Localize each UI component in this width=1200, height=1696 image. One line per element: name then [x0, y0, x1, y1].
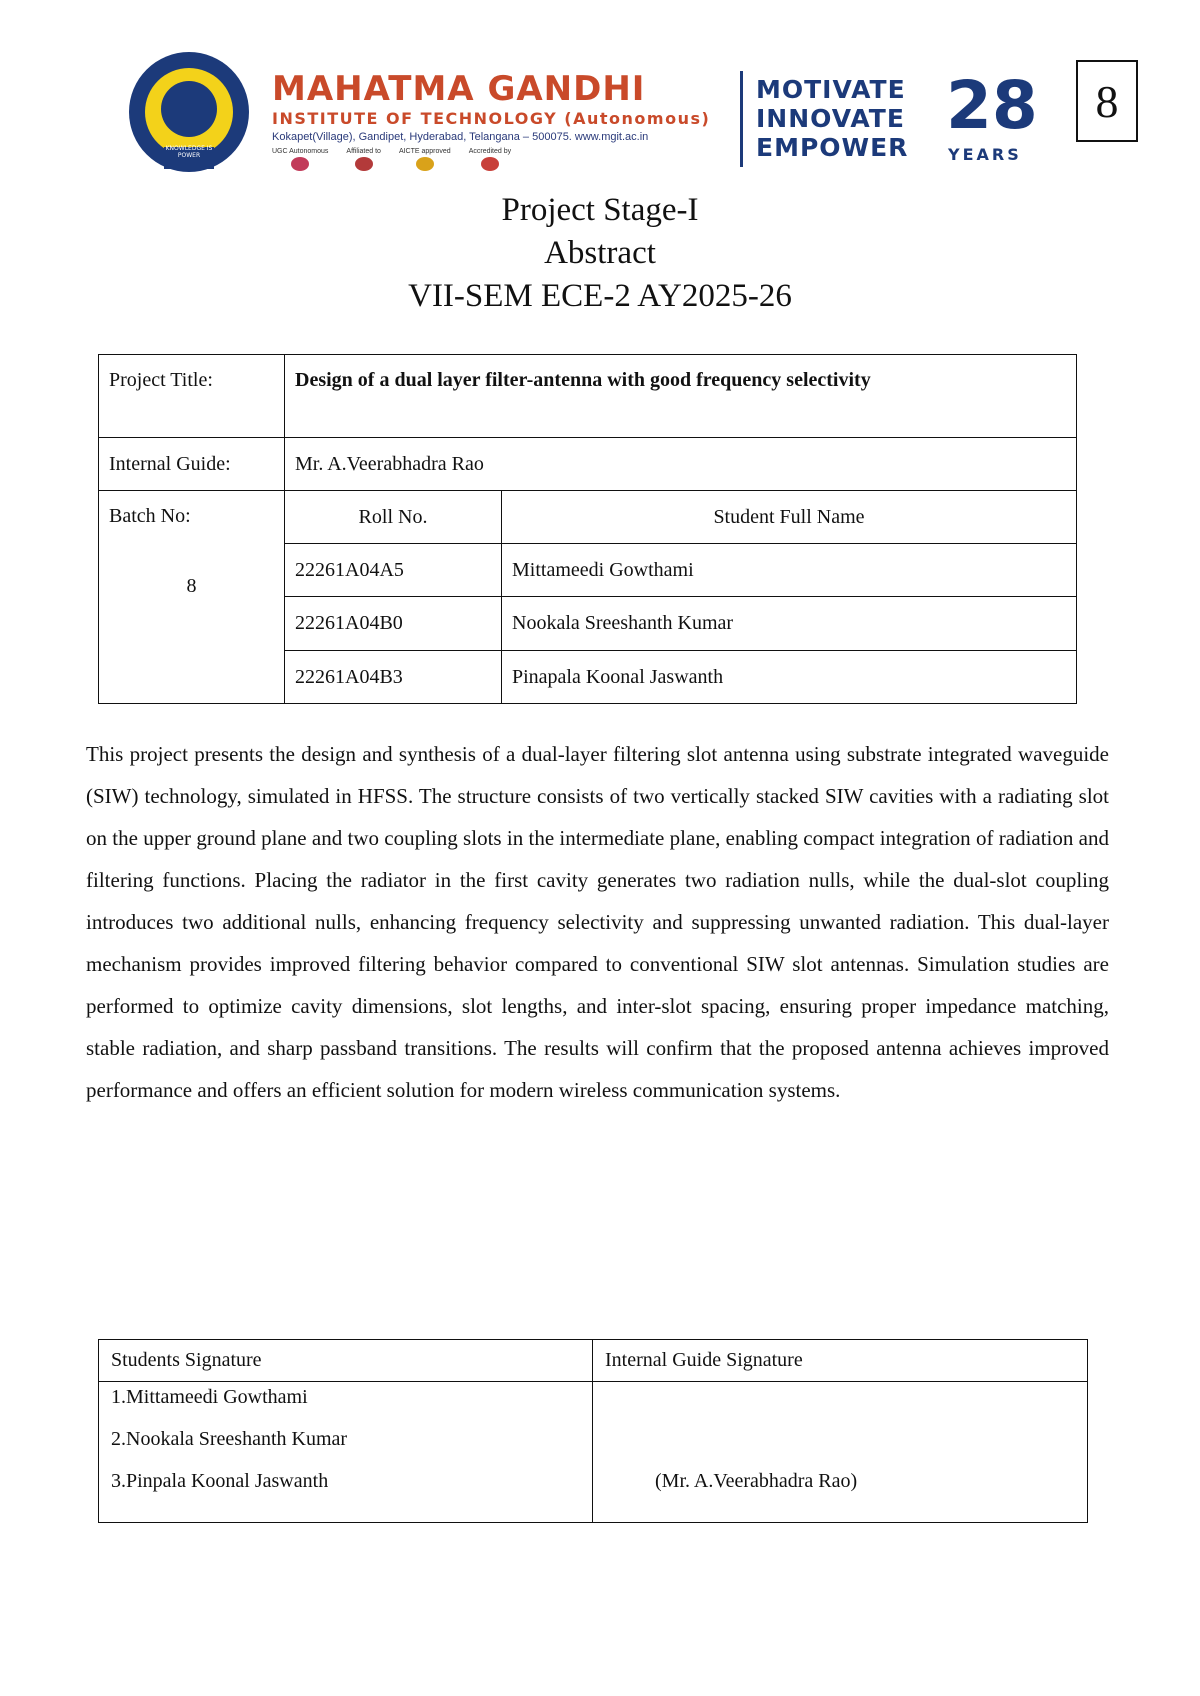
student-name: Mittameedi Gowthami [502, 544, 1077, 597]
motto [756, 75, 908, 162]
table-row [99, 491, 1077, 544]
student-name: Pinapala Koonal Jaswanth [502, 651, 1077, 704]
table-row [99, 1340, 1088, 1382]
batch-cell [99, 491, 285, 704]
student-signature-list [99, 1382, 593, 1523]
name-header: Student Full Name [502, 491, 1077, 544]
guide-signature-name: (Mr. A.Veerabhadra Rao) [655, 1470, 858, 1492]
document-titles [0, 189, 1200, 318]
guide-signature-header: Internal Guide Signature [593, 1340, 1088, 1382]
batch-number: 8 [186, 575, 197, 597]
students-signature-header: Students Signature [99, 1340, 593, 1382]
student-signature-line: 3.Pinpala Koonal Jaswanth [111, 1470, 329, 1492]
table-row [99, 1382, 1088, 1523]
institute-address: Kokapet(Village), Gandipet, Hyderabad, Telangana – 500075. www.mgit.ac.in [272, 131, 649, 143]
student-roll: 22261A04B0 [285, 597, 502, 651]
table-row [99, 438, 1077, 491]
header-divider [740, 71, 743, 167]
accreditation-row [272, 148, 710, 171]
institute-name: MAHATMA GANDHI [272, 69, 646, 109]
abstract-title: Abstract [544, 235, 656, 271]
logo-motto: KNOWLEDGE IS POWER [165, 145, 213, 159]
accreditation-badge: UGC Autonomous [272, 148, 328, 171]
accreditation-badge: Affiliated to [346, 148, 381, 171]
project-title-label: Project Title: [99, 355, 285, 438]
project-title: Design of a dual layer filter-antenna with good frequency selectivity [285, 355, 1077, 438]
roll-header: Roll No. [285, 491, 502, 544]
table-row [99, 355, 1077, 438]
years-number: 28 [946, 67, 1038, 144]
student-roll: 22261A04A5 [285, 544, 502, 597]
batch-number-box: 8 [1076, 60, 1138, 142]
student-roll: 22261A04B3 [285, 651, 502, 704]
semester-title: VII-SEM ECE-2 AY2025-26 [408, 278, 792, 314]
student-signature-line: 2.Nookala Sreeshanth Kumar [111, 1428, 348, 1450]
student-signature-line: 1.Mittameedi Gowthami [111, 1386, 308, 1408]
years-label: YEARS [948, 145, 1022, 164]
accreditation-badge: Accredited by [469, 148, 511, 171]
stage-title: Project Stage-I [501, 192, 699, 228]
project-info-table [98, 354, 1077, 704]
motto-line: INNOVATE [756, 104, 905, 133]
letterhead [120, 45, 1120, 180]
guide-signature-cell [593, 1382, 1088, 1523]
institute-block [272, 71, 710, 171]
guide-name: Mr. A.Veerabhadra Rao [285, 438, 1077, 491]
accreditation-badge: AICTE approved [399, 148, 451, 171]
abstract-text: This project presents the design and synthesis of a dual-layer filtering slot antenna using substrate integrated waveguide (SIW) technology, simulated in HFSS. The structure consists of two vertically stacked SIW cavities with a radiating slot on the upper ground plane and two coupling slots in the intermediate plane, enabling compact integration of radiation and filtering functions. Placing the radiator in the first cavity generates two radiation nulls, while the dual-slot coupling introduces two additional nulls, enhancing frequency selectivity and suppressing unwanted radiation. This dual-layer mechanism provides improved filtering behavior compared to conventional SIW slot antennas. Simulation studies are performed to optimize cavity dimensions, slot lengths, and inter-slot spacing, ensuring proper impedance matching, stable radiation, and sharp passband transitions. The results will confirm that the proposed antenna achieves improved performance and offers an efficient solution for modern wireless communication systems. [86, 742, 1109, 1102]
guide-label: Internal Guide: [99, 438, 285, 491]
batch-label: Batch No: [109, 505, 191, 527]
motto-line: EMPOWER [756, 133, 909, 162]
institute-subtitle: INSTITUTE OF TECHNOLOGY (Autonomous) [272, 109, 711, 128]
motto-line: MOTIVATE [756, 75, 906, 104]
signature-table [98, 1339, 1088, 1523]
student-name: Nookala Sreeshanth Kumar [502, 597, 1077, 651]
